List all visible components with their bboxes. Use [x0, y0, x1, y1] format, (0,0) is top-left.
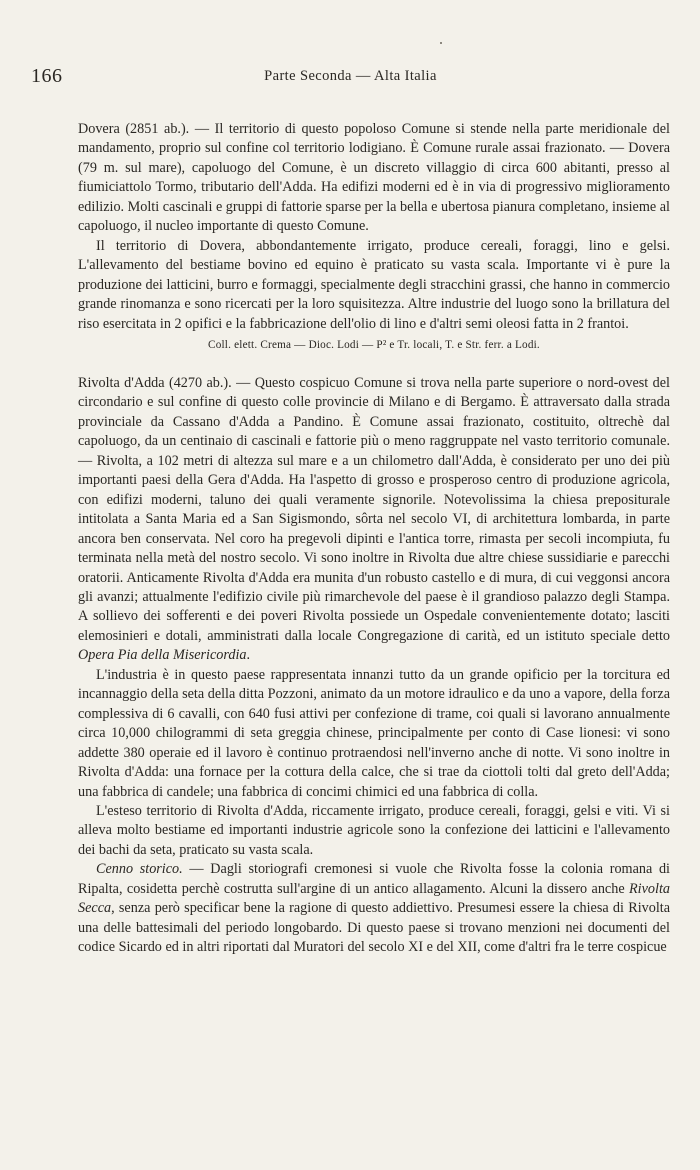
dovera-paragraph-2: Il territorio di Dovera, abbondantemente irrigato, produce cereali, foraggi, lino e gelsi. L'allevamento del bestiame bovino ed equino è praticato su vasta scala. Importante vi è pure la produzione dei latticini, burro e formaggi, specialmente degli stracchini grassi, che hanno in commercio grande rinomanza e sono ricercati per la loro squisitezza. Altre industrie del luogo sono la brillatura del riso esercitata in 2 opifici e la fabbricazione dell'olio di lino e d'altri semi oleosi fatta in 2 frantoi.: [78, 237, 670, 332]
rivolta-institute-name: Opera Pia della Misericordia: [78, 647, 247, 664]
rivolta-paragraph-3: L'esteso territorio di Rivolta d'Adda, riccamente irrigato, produce cereali, foraggi, gelsi e viti. Vi si alleva molto bestiame ed importanti industrie agricole sono la confezione dei latticini e l'allevamento dei bachi da seta, praticato su vasta scala.: [78, 802, 670, 858]
rivolta-paragraph-1: [78, 374, 670, 666]
rivolta-paragraph-2: L'industria è in questo paese rappresentata innanzi tutto da un grande opificio per la torcitura ed incannaggio della seta della ditta Pozzoni, animato da un motore idraulico e da uno a vapore, della forza complessiva di 6 cavalli, con 640 fusi attivi per confezione di trame, coi quali si lavorano annualmente circa 10,000 chilogrammi di seta greggia chinese, principalmente per conto di Case lionesi: vi sono addette 380 operaie ed il lavoro è continuo protraendosi nell'inverno anche di notte. Vi sono inoltre in Rivolta d'Adda: una fornace per la cottura della calce, che si trae da ciottoli tolti dal greto dell'Adda; una fabbrica di candele; una fabbrica di concimi chimici ed una fabbrica di colla.: [78, 666, 670, 800]
page-header: [31, 64, 670, 88]
page-body: [78, 120, 670, 958]
rivolta-text-4a: — Dagli storiografi cremonesi si vuole che Rivolta fosse la colonia romana di Ripalta, cosidetta perchè costrutta sull'argine di un antico allagamento. Alcuni la dissero anche: [78, 861, 670, 897]
rivolta-text-1a: — Questo cospicuo Comune si trova nella parte superiore o nord-ovest del circondario e sul confine di questo colle provincie di Milano e di Bergamo. È attraversato dalla strada provinciale da Cassano d'Adda a Pandino. È Comune assai frazionato, costituito, oltrechè dal capoluogo, da un centinaio di cascinali e fattorie più o meno raggruppate nel vasto territorio comunale. — Rivolta, a 102 metri di altezza sul mare e a un chilometro dall'Adda, è considerato per uno dei più importanti paesi della Gera d'Adda. Ha l'aspetto di grosso e prosperoso centro di produzione agricola, con edifizi moderni, taluno dei quali veramente signorile. Notevolissima la chiesa prepositurale intitolata a Santa Maria ed a San Sigismondo, sôrta nel secolo VI, di architettura lombarda, in parte ancora ben conservata. Nel coro ha pregevoli dipinti e l'antica torre, rimasta per secoli incompiuta, fu terminata nella metà del nostro secolo. Vi sono inoltre in Rivolta due altre chiese sussidiarie e parecchi oratorii. Anticamente Rivolta d'Adda era munita d'un robusto castello e di mura, di cui veggonsi ancora gli avanzi; attualmente l'edifizio civile più rimarchevole del paese è il grandioso palazzo degli Stampa. A sollievo dei sofferenti e dei poveri Rivolta possiede un Ospedale convenientemente dotato; lasciti elemosinieri e dotali, amministrati dalla locale Congregazione di carità, ed un istituto speciale detto: [78, 374, 670, 644]
dovera-paragraph-1: [78, 120, 670, 237]
history-heading: Cenno storico.: [96, 861, 183, 878]
rivolta-entry-heading: Rivolta d'Adda (4270 ab.).: [78, 374, 232, 391]
print-speck: [440, 42, 442, 44]
rivolta-text-4b: , senza però specificar bene la ragione di questo addiettivo. Presumesi essere la chiesa di Rivolta una delle battesimali del periodo longobardo. Di questo paese si trovano menzioni nei documenti del codice Sicardo ed in altri riportati dal Muratori del secolo XI e del XII, come d'altri fra le terre cospicue: [78, 900, 670, 956]
entry-separator: [78, 354, 670, 374]
page-number: 166: [31, 65, 63, 87]
running-head: Parte Seconda — Alta Italia: [264, 68, 437, 84]
dovera-entry-heading: Dovera (2851 ab.).: [78, 121, 190, 137]
rivolta-text-1b: .: [246, 647, 251, 664]
rivolta-paragraph-4: [78, 860, 670, 957]
rivolta-secca-term: Rivolta Secca: [78, 880, 670, 917]
dovera-admin-note: Coll. elett. Crema — Dioc. Lodi — P² e Tr. locali, T. e Str. ferr. a Lodi.: [208, 338, 540, 351]
dovera-text-1: — Il territorio di questo popoloso Comune si stende nella parte meridionale del mandamento, proprio sul confine col territorio lodigiano. È Comune rurale assai frazionato. — Dovera (79 m. sul mare), capoluogo del Comune, è un discreto villaggio di circa 600 abitanti, presso al fiumiciattolo Tormo, tributario dell'Adda. Ha edifizi moderni ed è in via di progressivo miglioramento edilizio. Molti cascinali e gruppi di fattorie sparse per la bella e ubertosa pianura completano, insieme al capoluogo, il nucleo importante di questo Comune.: [78, 121, 670, 235]
